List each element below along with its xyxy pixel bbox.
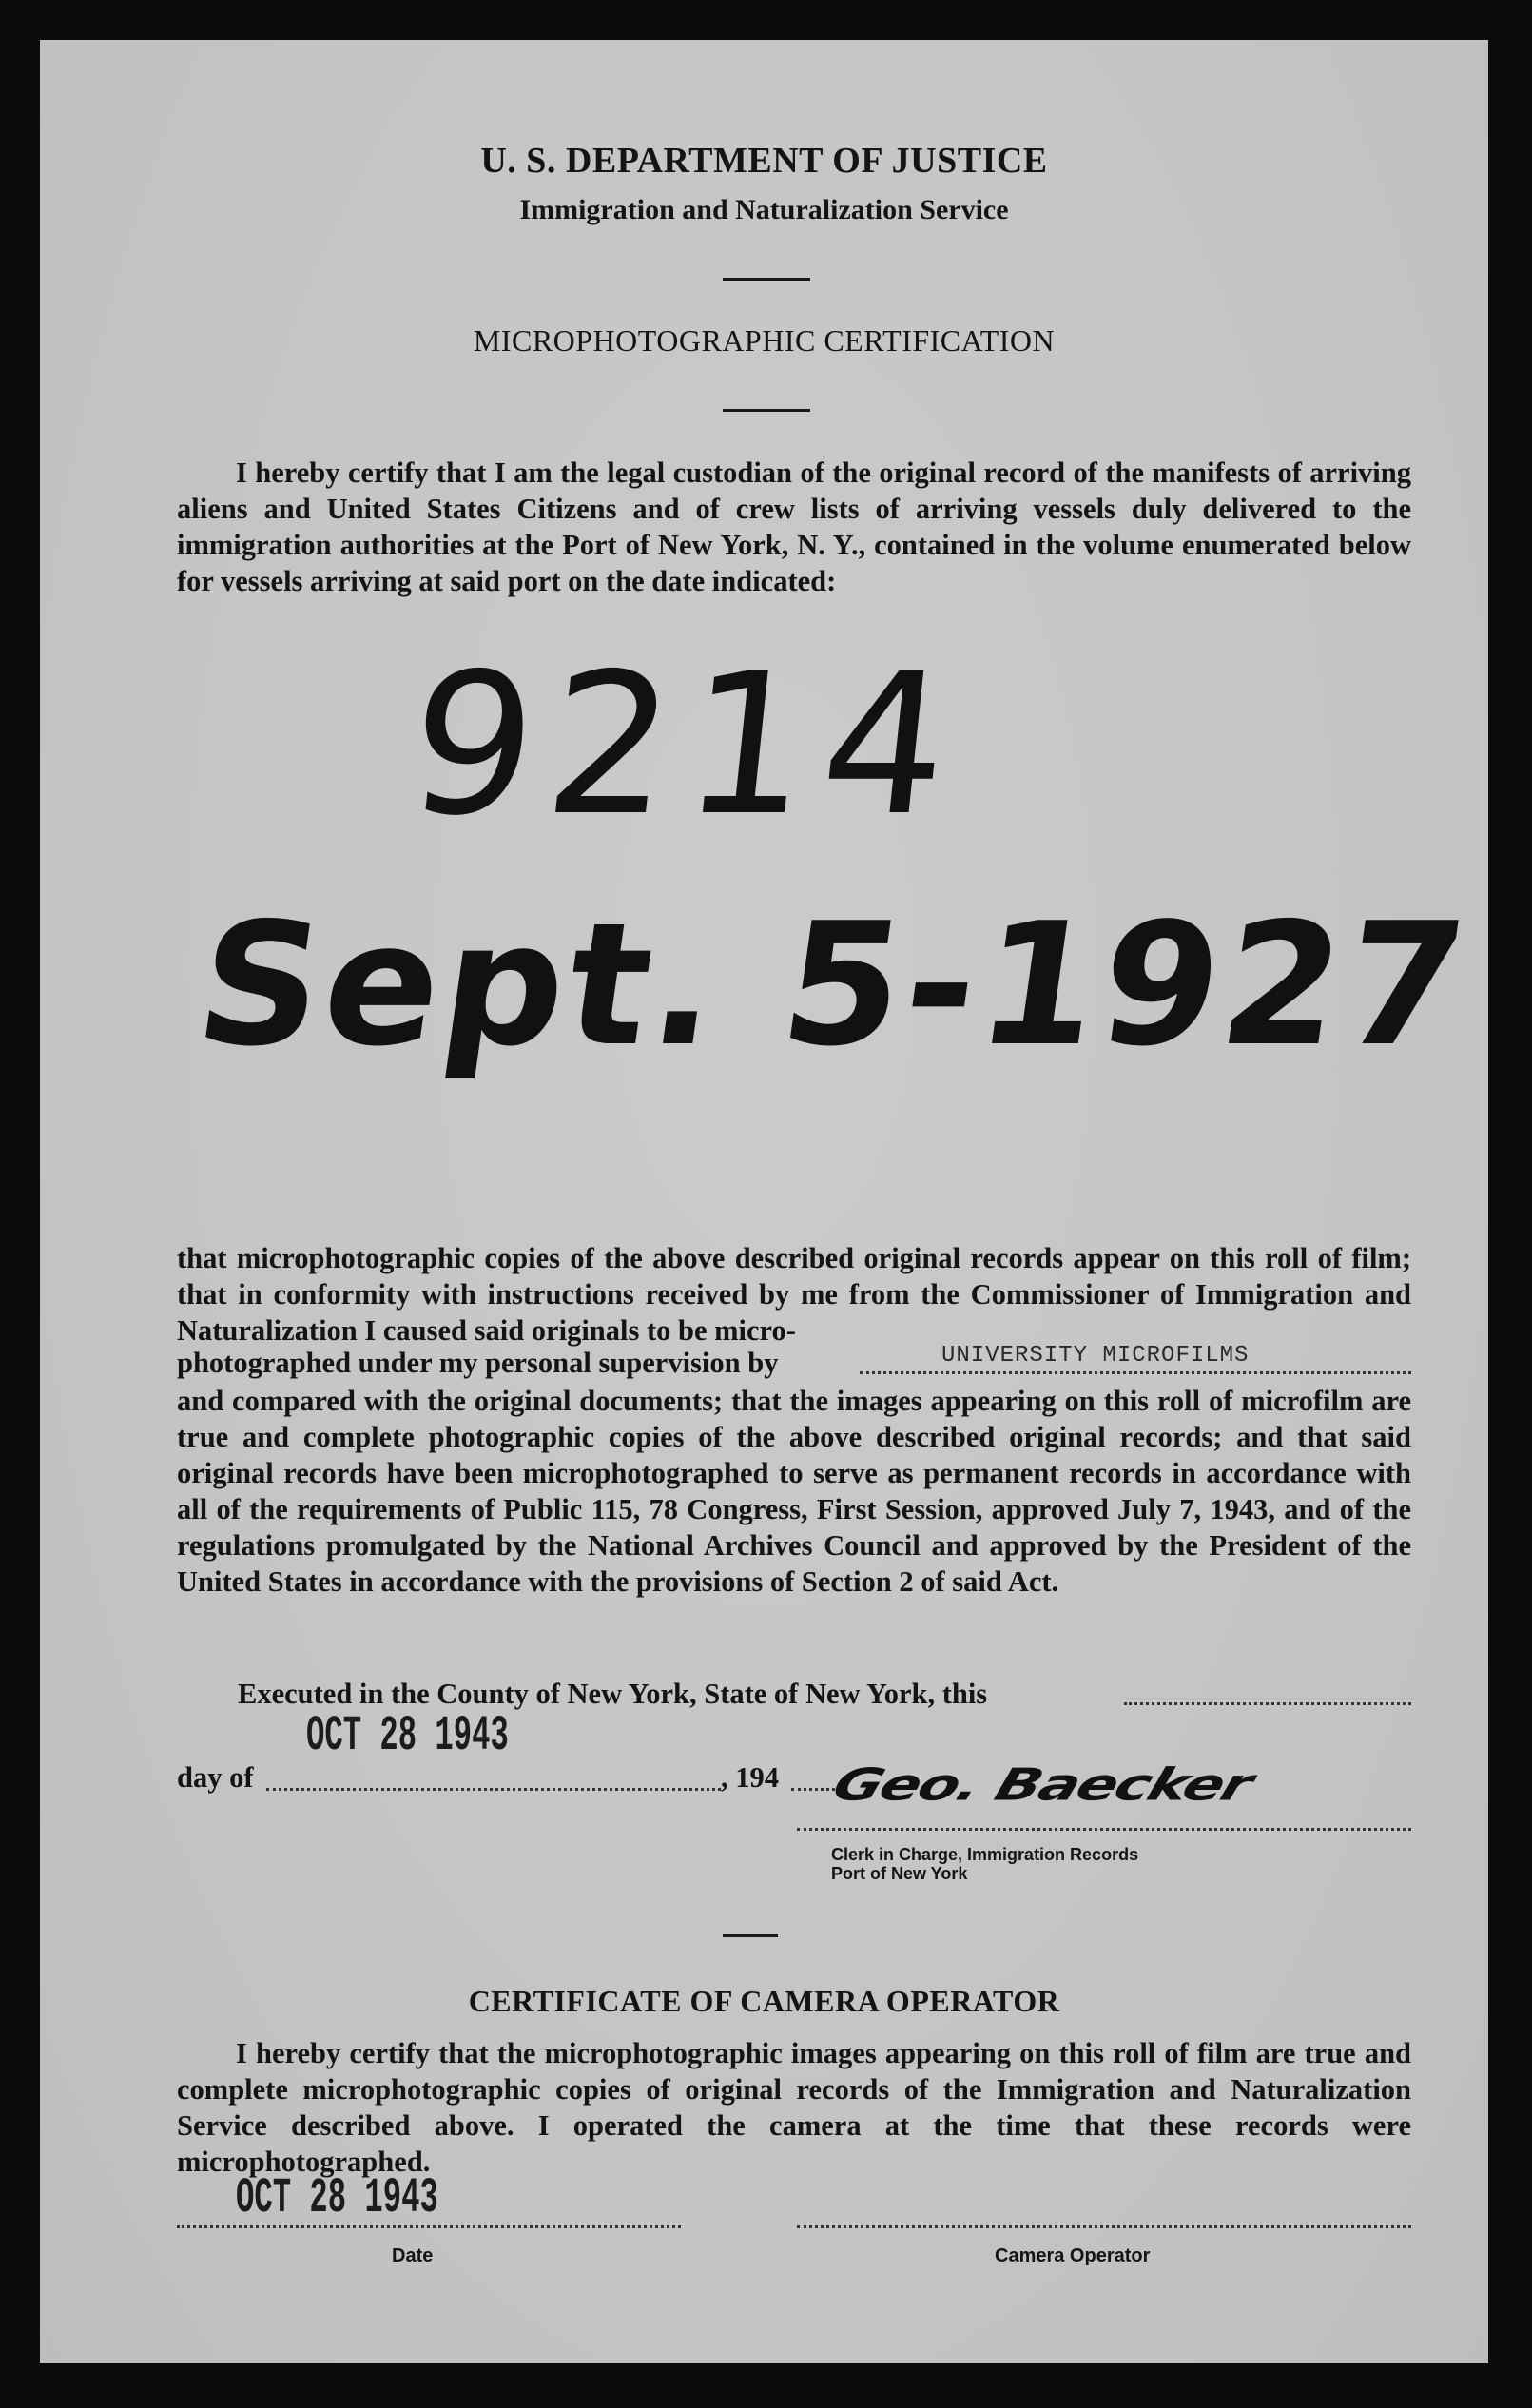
camera-operator-line: [797, 2225, 1411, 2228]
service-subheading: Immigration and Naturalization Service: [519, 194, 1009, 225]
executed-line: Executed in the County of New York, State of New York, this: [238, 1678, 988, 1710]
stamped-execution-date: OCT 28 1943: [306, 1708, 509, 1764]
certification-body-rest: and compared with the original documents; that the images appearing on this roll of microfilm are true and complete photographic copies of the above described original records; and that said original records have been microphotographed to serve as permanent records in accordance with all of the requirements of Public 115, 78 Congress, First Session, approved July 7, 1943, and of the regulations promulgated by the National Archives Council and approved by the President of the United States in accordance with the provisions of Section 2 of said Act.: [177, 1385, 1411, 1598]
date-label: Date: [392, 2245, 434, 2266]
certificate-sheet: [40, 40, 1488, 2363]
divider: [723, 278, 810, 281]
stamped-operator-date: OCT 28 1943: [236, 2170, 438, 2226]
year-prefix: , 194: [721, 1761, 779, 1794]
camera-operator-title: CERTIFICATE OF CAMERA OPERATOR: [468, 1984, 1060, 2018]
camera-operator-label: Camera Operator: [995, 2245, 1151, 2266]
supervisor-fill-line: [860, 1371, 1411, 1374]
supervision-line: photographed under my personal supervision by: [177, 1347, 779, 1379]
certification-title: MICROPHOTOGRAPHIC CERTIFICATION: [473, 323, 1056, 358]
signature-line: [797, 1828, 1411, 1831]
divider: [723, 1934, 778, 1937]
clerk-title-line1: Clerk in Charge, Immigration Records: [831, 1845, 1139, 1864]
day-of-label: day of: [177, 1761, 254, 1794]
day-of-fill-line: [266, 1788, 721, 1791]
clerk-title-line2: Port of New York: [831, 1864, 968, 1883]
handwritten-arrival-date: Sept. 5-1927: [185, 886, 1481, 1083]
certification-intro: I hereby certify that I am the legal custodian of the original record of the manifests of arriving aliens and United States Citizens and of crew lists of arriving vessels duly delivered to the immigration authorities at the Port of New York, N. Y., contained in the volume enumerated below for vessels arriving at said port on the date indicated:: [177, 456, 1411, 597]
divider: [723, 409, 810, 412]
typed-supervisor: UNIVERSITY MICROFILMS: [941, 1343, 1250, 1369]
date-line: [177, 2225, 681, 2228]
clerk-signature: Geo. Baecker: [826, 1758, 1259, 1811]
handwritten-volume-number: 9214: [398, 632, 973, 859]
department-heading: U. S. DEPARTMENT OF JUSTICE: [480, 141, 1048, 181]
certification-body-line1: that microphotographic copies of the above described original records appear on this roll of film; that in conformity with instructions received by me from the Commissioner of Immigration and Naturalization I caused said originals to be micro-: [177, 1242, 1411, 1347]
camera-operator-text: I hereby certify that the microphotographic images appearing on this roll of film are true and complete microphotographic copies of original records of the Immigration and Naturalization Service described above. I operated the camera at the time that these records were microphotographed.: [177, 2037, 1411, 2178]
executed-fill-line: [1124, 1702, 1411, 1705]
